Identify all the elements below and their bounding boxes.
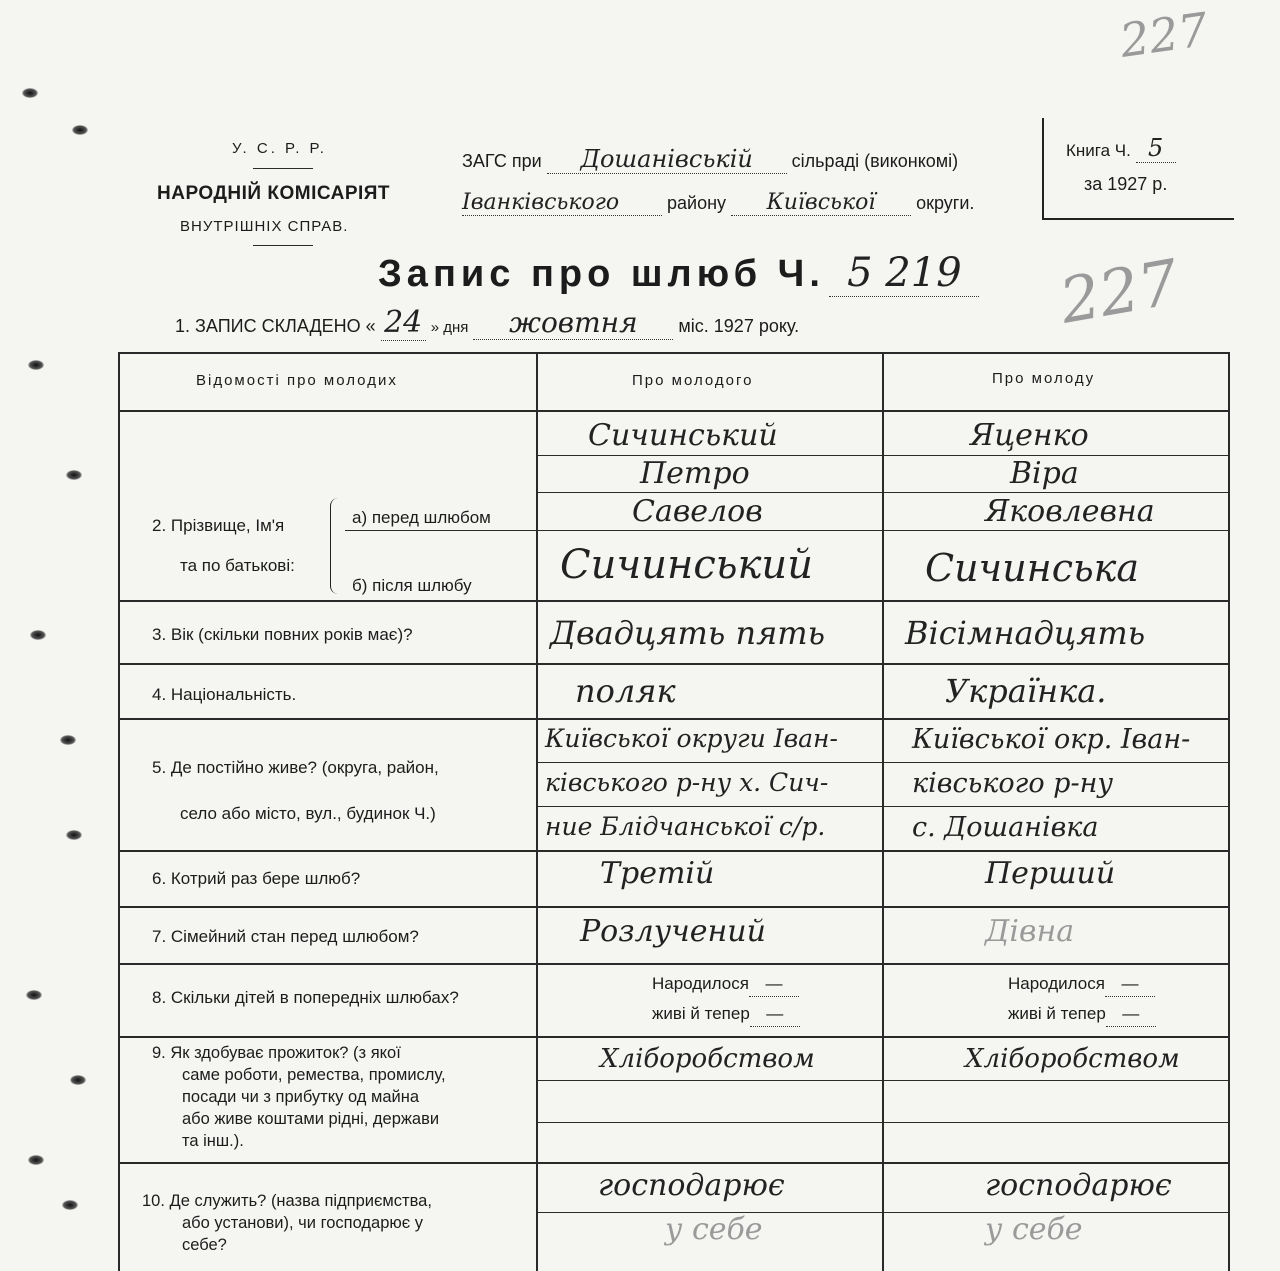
bride-address-1-hw: Київської окр. Іван- <box>912 724 1191 755</box>
row-sep <box>118 1162 1228 1164</box>
okruha-hw: Київської <box>731 190 911 216</box>
bride-status-hw: Дівна <box>985 914 1075 949</box>
bride-patronymic-hw: Яковлевна <box>985 494 1155 529</box>
table-border-right <box>1228 352 1230 1271</box>
bride-address-2-hw: ківського р-ну <box>912 768 1114 799</box>
record-month-hw: жовтня <box>473 306 673 340</box>
row9-subline <box>538 1122 1228 1123</box>
groom-born-value: — <box>749 972 799 997</box>
district-label: району <box>667 193 727 213</box>
header-info: Відомості про молодих <box>196 372 398 389</box>
row2-label-a: 2. Прізвище, Ім'я <box>152 516 285 535</box>
record-suffix: міс. 1927 року. <box>678 316 800 336</box>
bride-livelihood-hw: Хліборобством <box>965 1044 1180 1074</box>
zags-line <box>462 145 958 174</box>
row2-subline <box>538 530 1228 531</box>
bride-after-hw: Сичинська <box>925 546 1140 590</box>
district-line <box>462 190 974 216</box>
record-day-label: » дня <box>430 319 469 336</box>
punch-hole <box>72 125 88 135</box>
row-sep <box>118 963 1228 965</box>
header-groom: Про молодого <box>632 372 754 389</box>
row2-label-b: та по батькові: <box>180 556 295 575</box>
row5-subline <box>538 762 1228 763</box>
book-label: Книга Ч. <box>1066 141 1131 160</box>
row5-label-a: 5. Де постійно живе? (округа, район, <box>152 758 439 777</box>
zags-prefix: ЗАГС при <box>462 151 542 171</box>
row-sep <box>118 718 1228 720</box>
row-sep <box>118 663 1228 665</box>
punch-hole <box>28 1155 44 1165</box>
row2-brace <box>330 498 341 594</box>
record-day-hw: 24 <box>381 305 426 341</box>
row8-label: 8. Скільки дітей в попередніх шлюбах? <box>152 988 459 1007</box>
row-sep <box>118 850 1228 852</box>
row9-subline <box>538 1080 1228 1081</box>
groom-address-1-hw: Київської округи Іван- <box>545 724 838 753</box>
punch-hole <box>60 735 76 745</box>
pencil-number-right: 227 <box>1054 245 1184 338</box>
record-prefix: 1. ЗАПИС СКЛАДЕНО « <box>175 316 376 336</box>
bride-workplace-1-hw: господарює <box>985 1168 1172 1203</box>
punch-hole <box>62 1200 78 1210</box>
bride-marriage-count-hw: Перший <box>985 856 1116 891</box>
zags-suffix: сільраді (виконкомі) <box>791 151 959 171</box>
header-rule <box>253 245 313 246</box>
row4-label: 4. Національність. <box>152 685 297 704</box>
book-number-hw: 5 <box>1136 134 1176 163</box>
book-box <box>1042 118 1234 220</box>
groom-age-hw: Двадцять пять <box>550 614 826 652</box>
header-rule <box>253 168 313 169</box>
bride-age-hw: Вісімнадцять <box>905 614 1146 652</box>
groom-workplace-1-hw: господарює <box>598 1168 785 1203</box>
row5-label-b: село або місто, вул., будинок Ч.) <box>180 804 436 823</box>
groom-after-hw: Сичинський <box>560 542 813 588</box>
row5-subline <box>538 806 1228 807</box>
bride-name-hw: Віра <box>1010 456 1079 491</box>
groom-born-label: Народилося — <box>652 972 799 997</box>
record-title <box>378 250 979 297</box>
groom-livelihood-hw: Хліборобством <box>600 1044 815 1074</box>
punch-hole <box>26 990 42 1000</box>
groom-address-3-hw: ние Блідчанської с/р. <box>545 812 826 841</box>
bride-workplace-2-hw: у себе <box>985 1212 1083 1247</box>
row-sep <box>118 410 1228 412</box>
bride-nationality-hw: Українка. <box>945 672 1107 710</box>
groom-patronymic-hw: Савелов <box>632 494 763 529</box>
record-date-line <box>175 305 799 341</box>
republic-label: У. С. Р. Р. <box>232 140 327 157</box>
groom-marriage-count-hw: Третій <box>600 856 715 891</box>
row10-label: 10. Де служить? (назва підприємства, або установи), чи господарює у себе? <box>142 1192 432 1254</box>
bride-born-value: — <box>1105 972 1155 997</box>
punch-hole <box>66 470 82 480</box>
col-sep-2 <box>882 352 884 1271</box>
groom-alive-label: живі й тепер — <box>652 1002 800 1027</box>
groom-name-hw: Петро <box>640 456 750 491</box>
record-number-hw: 5 219 <box>829 250 979 297</box>
row2-before-label: а) перед шлюбом <box>352 508 491 527</box>
pencil-number-top: 227 <box>1116 2 1212 68</box>
book-year: за 1927 р. <box>1084 174 1168 194</box>
punch-hole <box>70 1075 86 1085</box>
row6-label: 6. Котрий раз бере шлюб? <box>152 869 361 888</box>
groom-nationality-hw: поляк <box>575 672 676 710</box>
col-sep-1 <box>536 352 538 1271</box>
groom-surname-hw: Сичинський <box>588 418 778 453</box>
row2-subline <box>538 492 1228 493</box>
table-border-left <box>118 352 120 1271</box>
row-sep <box>118 906 1228 908</box>
bride-address-3-hw: с. Дошанівка <box>912 812 1099 843</box>
punch-hole <box>66 830 82 840</box>
groom-status-hw: Розлучений <box>580 914 766 949</box>
groom-address-2-hw: ківського р-ну х. Сич- <box>545 768 829 797</box>
record-title-label: Запис про шлюб Ч. <box>378 253 825 295</box>
punch-hole <box>30 630 46 640</box>
header-bride: Про молоду <box>992 370 1096 387</box>
groom-alive-value: — <box>750 1002 800 1027</box>
punch-hole <box>22 88 38 98</box>
row-sep <box>118 1036 1228 1038</box>
row7-label: 7. Сімейний стан перед шлюбом? <box>152 927 419 946</box>
groom-workplace-2-hw: у себе <box>665 1212 763 1247</box>
row10-subline <box>538 1212 1228 1213</box>
ministry-sub-label: ВНУТРІШНІХ СПРАВ. <box>180 218 349 235</box>
row9-label: 9. Як здобуває прожиток? (з якої саме роботи, ремества, промислу, посади чи з прибутку од майна або живе коштами рідні, держави та інш.). <box>152 1044 446 1150</box>
district-hw: Іванківського <box>462 190 662 216</box>
zags-village-hw: Дошанівській <box>547 145 787 174</box>
table-border-top <box>118 352 1228 354</box>
bride-alive-value: — <box>1106 1002 1156 1027</box>
bride-born-label: Народилося — <box>1008 972 1155 997</box>
bride-surname-hw: Яценко <box>970 418 1089 453</box>
okruha-label: округи. <box>916 193 975 213</box>
row3-label: 3. Вік (скільки повних років має)? <box>152 625 413 644</box>
row2-label-line <box>345 530 536 531</box>
ministry-label: НАРОДНІЙ КОМІСАРІЯТ <box>157 183 391 204</box>
row-sep <box>118 600 1228 602</box>
bride-alive-label: живі й тепер — <box>1008 1002 1156 1027</box>
punch-hole <box>28 360 44 370</box>
row2-after-label: б) після шлюбу <box>352 576 472 595</box>
